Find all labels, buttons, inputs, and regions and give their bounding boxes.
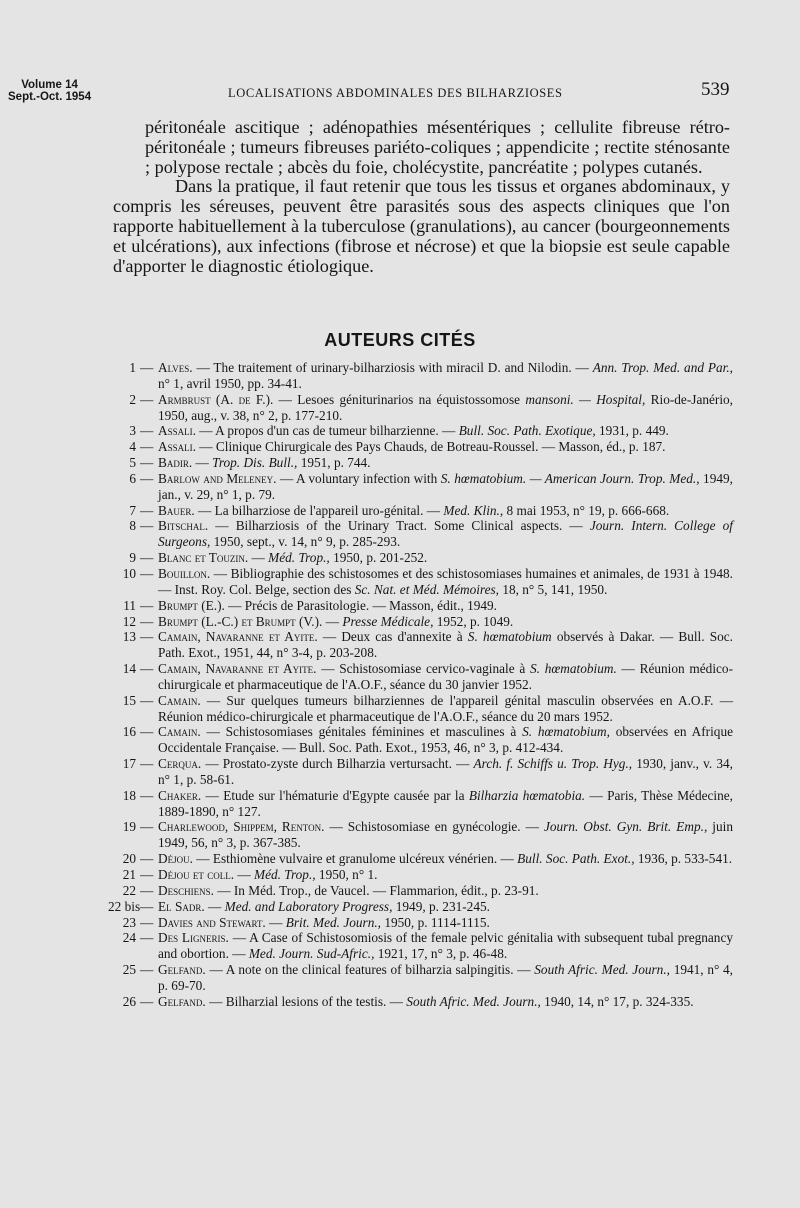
reference-number: 16 [122, 724, 136, 740]
reference-number: 24 [122, 930, 136, 946]
reference-dash: — [140, 993, 154, 1009]
reference-item [108, 566, 733, 598]
reference-author: Camain, Navaranne et Ayite. [158, 629, 318, 645]
reference-number: 9 [129, 550, 136, 566]
reference-details: 1950, p. 201-252. [329, 550, 428, 566]
reference-author: Bouillon. [158, 565, 211, 581]
reference-details: 1951, p. 744. [297, 455, 371, 471]
reference-item [108, 756, 733, 788]
reference-item [108, 930, 733, 962]
reference-dash: — [140, 439, 154, 455]
reference-dash: — [140, 470, 154, 486]
reference-dash: — [140, 787, 154, 803]
reference-details: 1950, sept., v. 14, n° 9, p. 285-293. [210, 534, 401, 550]
reference-source: South Afric. Med. Journ., [406, 993, 541, 1009]
reference-details: observées en Afrique Occidentale Française. — Bull. Soc. Path. Exot., 1953, 46, n° 3, p. 412-434. [158, 724, 734, 756]
reference-item [108, 423, 733, 439]
reference-dash: — [140, 882, 154, 898]
reference-source: Bull. Soc. Path. Exotique, [458, 423, 596, 439]
reference-source: Med. and Laboratory Progress, [224, 898, 393, 914]
reference-item [108, 915, 733, 931]
reference-source: Méd. Trop., [268, 550, 330, 566]
reference-text: — In Méd. Trop., de Vaucel. — Flammarion, édit., p. 23-91. [213, 882, 539, 898]
reference-text: — Bibliographie des schistosomes et des schistosomiases humaines et animales, de 1931 à 1948. — Inst. Roy. Col. Belge, section des [158, 565, 733, 597]
reference-item [108, 518, 733, 550]
body-text [113, 118, 730, 276]
reference-text: — Schistosomiase cervico-vaginale à [316, 661, 531, 677]
reference-text: — La bilharziose de l'appareil uro-génital. — [194, 502, 444, 518]
reference-number: 8 [129, 518, 136, 534]
reference-details: 8 mai 1953, n° 19, p. 666-668. [503, 502, 670, 518]
reference-item [108, 994, 733, 1010]
reference-number: 6 [129, 470, 136, 486]
reference-dash: — [140, 851, 154, 867]
reference-details: 1949, jan., v. 29, n° 1, p. 79. [158, 470, 733, 502]
volume-label: Volume 14 [21, 79, 78, 91]
reference-list [108, 360, 733, 1010]
reference-number: 25 [122, 962, 136, 978]
reference-details: Rio-de-Janério, 1950, aug., v. 38, n° 2, p. 177-210. [158, 391, 733, 423]
reference-author: Des Ligneris. [158, 930, 229, 946]
reference-item [108, 598, 733, 614]
reference-details: 1950, p. 1114-1115. [381, 914, 490, 930]
reference-source: Sc. Nat. et Méd. Mémoires, [354, 581, 499, 597]
reference-dash: — [140, 661, 154, 677]
reference-text: — Lesoes géniturinarios na équistossomose [273, 391, 526, 407]
reference-details: juin 1949, 56, n° 3, p. 367-385. [158, 819, 733, 851]
reference-text: — Etude sur l'hématurie d'Egypte causée par la [201, 787, 469, 803]
reference-number: 3 [129, 423, 136, 439]
reference-source: S. hœmatobium [467, 629, 552, 645]
reference-source: Bilharzia hœmatobia. [468, 787, 586, 803]
reference-dash: — [140, 724, 154, 740]
reference-number: 15 [122, 692, 136, 708]
reference-text: — [248, 550, 269, 566]
reference-dash: — [140, 914, 154, 930]
reference-author: Blanc et Touzin. [158, 550, 249, 566]
reference-dash: — [140, 565, 154, 581]
reference-text: — Prostato-zyste durch Bilharzia vertursacht. — [201, 756, 474, 772]
reference-dash: — [140, 613, 154, 629]
reference-author: Camain. [158, 724, 201, 740]
reference-details: 1941, n° 4, p. 69-70. [158, 962, 733, 993]
running-title: LOCALISATIONS ABDOMINALES DES BILHARZIOSES [228, 86, 563, 100]
reference-dash: — [140, 898, 154, 914]
reference-details: 1952, p. 1049. [433, 613, 514, 629]
reference-number: 21 [122, 867, 136, 882]
reference-author: Assali. [158, 423, 196, 439]
reference-item [108, 360, 733, 392]
reference-number: 17 [122, 756, 136, 772]
reference-text: — [322, 613, 343, 629]
reference-author: Bitschal. [158, 518, 209, 534]
reference-dash: — [140, 819, 154, 835]
reference-text: — Clinique Chirurgicale des Pays Chauds, de Botreau-Roussel. — Masson, éd., p. 187. [195, 439, 666, 455]
reference-number: 22 [122, 882, 136, 898]
reference-details: 1936, p. 533-541. [634, 851, 733, 867]
reference-item [108, 471, 733, 503]
reference-text: — Sur quelques tumeurs bilharziennes de l'appareil génital masculin observées en A.O.F. — Réunion médico-chirurgicale et pharmaceutique de l'A.O.F., séance du 20 mars 1952. [158, 692, 733, 724]
reference-source: Trop. Dis. Bull., [212, 455, 298, 471]
reference-source: Brit. Med. Journ., [285, 914, 381, 930]
reference-item [108, 962, 733, 994]
reference-item [108, 629, 733, 661]
reference-item [108, 724, 733, 756]
reference-number: 13 [122, 629, 136, 645]
volume-info [8, 79, 91, 103]
reference-item [108, 851, 733, 867]
reference-number: 18 [122, 787, 136, 803]
reference-text: — [192, 455, 213, 471]
reference-item [108, 819, 733, 851]
section-title: AUTEURS CITÉS [324, 330, 476, 350]
reference-author: El Sadr. [158, 898, 205, 914]
reference-author: Camain. [158, 692, 201, 708]
reference-dash: — [140, 629, 154, 645]
reference-dash: — [140, 502, 154, 518]
reference-source: S. hœmatobium. — American Journ. Trop. Med., [440, 470, 700, 486]
reference-author: Gelfand. [158, 962, 206, 978]
reference-dash: — [140, 756, 154, 772]
reference-details: — Paris, Thèse Médecine, 1889-1890, n° 127. [158, 787, 733, 819]
reference-author: Davies and Stewart. [158, 914, 266, 930]
reference-author: Charlewood, Shippem, Renton. [158, 819, 325, 835]
page-number: 539 [701, 79, 730, 100]
reference-number: 26 [122, 993, 136, 1009]
reference-text: — Esthiomène vulvaire et granulome ulcéreux vénérien. — [192, 851, 518, 867]
reference-dash: — [140, 455, 154, 471]
reference-source: Journ. Intern. College of Surgeons, [158, 518, 733, 550]
reference-number: 5 [129, 455, 136, 471]
reference-text: — Deux cas d'annexite à [317, 629, 468, 645]
reference-source: Ann. Trop. Med. and Par. [592, 360, 730, 375]
reference-details: 1930, janv., v. 34, n° 1, p. 58-61. [158, 756, 733, 787]
reference-details: observés à Dakar. — Bull. Soc. Path. Exot., 1951, 44, n° 3-4, p. 203-208. [158, 629, 733, 661]
reference-number: 7 [129, 502, 136, 518]
reference-author: Assali. [158, 439, 196, 455]
reference-text: — [265, 914, 286, 930]
paragraph: Dans la pratique, il faut retenir que tous les tissus et organes abdominaux, y compris les séreuses, peuvent être parasités sous des aspects cliniques que l'on rapporte habituellement à la tuberculose (granulations), au cancer (bourgeonnements et ulcérations), aux infections (fibrose et nécrose) et que la biopsie est seule capable d'apporter le diagnostic étiologique. [113, 176, 730, 276]
reference-number: 23 [122, 914, 136, 930]
reference-dash: — [140, 423, 154, 439]
reference-number: 12 [122, 613, 136, 629]
reference-text: — A propos d'un cas de tumeur bilharzienne. — [195, 423, 459, 439]
reference-text: — Bilharzial lesions of the testis. — [205, 993, 407, 1009]
reference-author: Bauer. [158, 502, 195, 518]
reference-details: 1949, p. 231-245. [392, 898, 490, 914]
reference-number: 1 [129, 360, 136, 375]
reference-source: Bull. Soc. Path. Exot., [517, 851, 635, 867]
reference-details: 18, n° 5, 141, 1950. [499, 581, 608, 597]
reference-item [108, 392, 733, 424]
reference-dash: — [140, 391, 154, 407]
reference-dash: — [140, 360, 154, 375]
reference-source: Med. Journ. Sud-Afric., [248, 946, 375, 962]
reference-item [108, 788, 733, 820]
reference-author: Gelfand. [158, 993, 206, 1009]
reference-author: Déjou. [158, 851, 193, 867]
reference-author: Brumpt (L.-C.) et Brumpt (V.). [158, 613, 323, 629]
reference-details: 1921, 17, n° 3, p. 46-48. [374, 946, 508, 962]
reference-item [108, 455, 733, 471]
reference-details: 1931, p. 449. [595, 423, 669, 439]
reference-source: Med. Klin., [443, 502, 504, 518]
paragraph: péritonéale ascitique ; adénopathies mésentériques ; cellulite fibreuse rétro-péritonéale ; tumeurs fibreuses pariéto-coliques ; appendicite ; rectite sténosante ; polypose rectale ; abcès du foie, cholécystite, pancréatite ; polypes cutanés. [145, 117, 730, 177]
reference-text: — A Case of Schistosomiosis of the female pelvic génitalia with subsequent tubal pregnancy and obortion. — [158, 930, 733, 962]
reference-details: — Réunion médico-chirurgicale et pharmaceutique de l'A.O.F., séance du 30 janvier 1952. [158, 661, 733, 692]
reference-author: Armbrust (A. de F.). [158, 391, 274, 407]
reference-item [108, 867, 733, 883]
reference-number: 4 [129, 439, 136, 455]
reference-text: — The traitement of urinary-bilharziosis with miracil D. and Nilodin. — [192, 360, 593, 375]
reference-author: Brumpt (E.). [158, 597, 225, 613]
reference-details: , n° 1, avril 1950, pp. 34-41. [158, 360, 733, 391]
reference-author: Alves. [158, 360, 193, 375]
reference-item [108, 899, 733, 915]
reference-dash: — [140, 692, 154, 708]
reference-source: South Afric. Med. Journ., [534, 962, 670, 978]
reference-author: Camain, Navaranne et Ayite. [158, 661, 317, 677]
reference-item [108, 661, 733, 693]
reference-number: 2 [129, 391, 136, 407]
reference-author: Barlow and Meleney. [158, 470, 277, 486]
reference-source: Presse Médicale, [342, 613, 434, 629]
reference-author: Déjou et coll. [158, 867, 235, 882]
reference-source: Méd. Trop., [254, 867, 316, 882]
reference-text: — [234, 867, 255, 882]
reference-number: 14 [122, 661, 136, 677]
reference-dash: — [140, 930, 154, 946]
issue-date: Sept.-Oct. 1954 [8, 91, 92, 103]
reference-dash: — [140, 550, 154, 566]
reference-number: 19 [122, 819, 136, 835]
reference-dash: — [140, 962, 154, 978]
reference-details: 1950, n° 1. [315, 867, 378, 882]
reference-source: S. hœmatobium, [522, 724, 610, 740]
reference-author: Badir. [158, 455, 193, 471]
reference-author: Deschiens. [158, 882, 214, 898]
reference-item [108, 883, 733, 899]
reference-item [108, 693, 733, 725]
reference-dash: — [140, 518, 154, 534]
reference-author: Chaker. [158, 787, 202, 803]
reference-source: S. hœmatobium. [530, 661, 617, 677]
reference-item [108, 439, 733, 455]
reference-dash: — [140, 597, 154, 613]
reference-source: Journ. Obst. Gyn. Brit. Emp., [543, 819, 708, 835]
reference-item [108, 614, 733, 630]
reference-item [108, 503, 733, 519]
reference-text: — Bilharziosis of the Urinary Tract. Some Clinical aspects. — [208, 518, 590, 534]
reference-number: 11 [123, 597, 136, 613]
reference-source: mansoni. — Hospital, [525, 391, 646, 407]
reference-text: — Schistosomiases génitales féminines et masculines à [200, 724, 523, 740]
reference-text: — A voluntary infection with [276, 470, 441, 486]
reference-author: Cerqua. [158, 756, 202, 772]
reference-text: — Précis de Parasitologie. — Masson, édit., 1949. [224, 597, 498, 613]
reference-text: — [204, 898, 225, 914]
reference-number: 20 [122, 851, 136, 867]
reference-details: 1940, 14, n° 17, p. 324-335. [540, 993, 694, 1009]
reference-number: 22 bis [108, 898, 141, 914]
reference-text: — Schistosomiase en gynécologie. — [324, 819, 544, 835]
reference-source: Arch. f. Schiffs u. Trop. Hyg., [473, 756, 633, 772]
reference-text: — A note on the clinical features of bilharzia salpingitis. — [205, 962, 535, 978]
reference-number: 10 [122, 565, 136, 581]
reference-dash: — [140, 867, 154, 882]
reference-item [108, 550, 733, 566]
